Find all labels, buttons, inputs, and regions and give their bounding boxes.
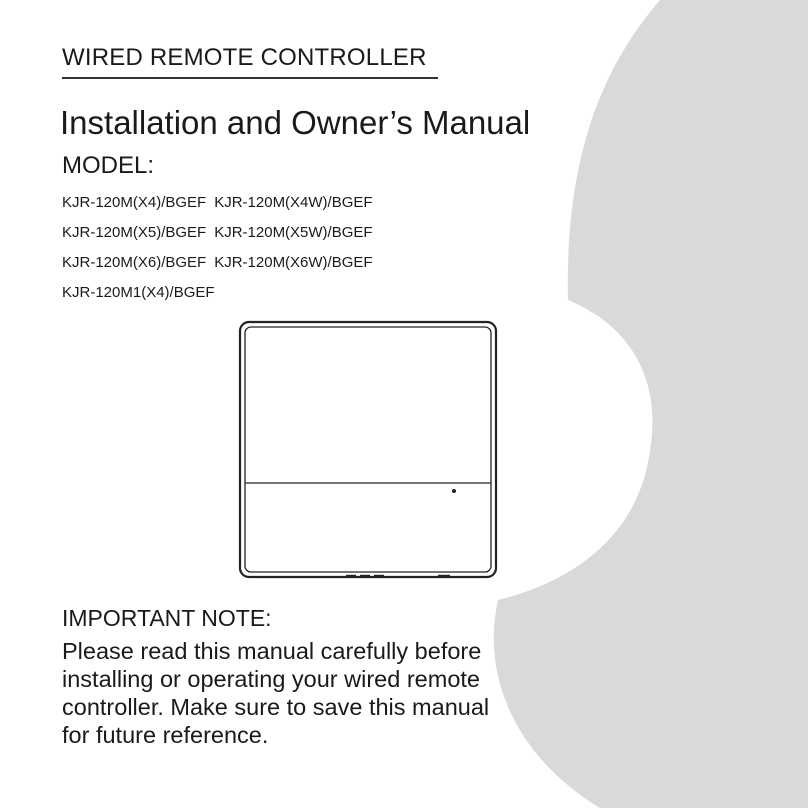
controller-illustration-icon (238, 320, 498, 580)
model-number: KJR-120M(X5W)/BGEF (214, 224, 373, 241)
model-number: KJR-120M(X6)/BGEF (62, 254, 207, 271)
model-number: KJR-120M1(X4)/BGEF (62, 284, 215, 301)
subtitle-underline (62, 77, 438, 79)
model-row (62, 278, 373, 308)
document-title: Installation and Owner’s Manual (60, 104, 531, 141)
model-row (62, 188, 373, 218)
document-subtitle: WIRED REMOTE CONTROLLER (62, 44, 427, 71)
important-note-heading: IMPORTANT NOTE: (62, 605, 272, 631)
model-number: KJR-120M(X4W)/BGEF (214, 194, 373, 211)
model-row (62, 218, 373, 248)
important-note-text: Please read this manual carefully before installing or operating your wired remote controller. Make sure to save this manual for future reference. (62, 638, 490, 748)
model-number: KJR-120M(X4)/BGEF (62, 194, 207, 211)
model-row (62, 248, 373, 278)
model-heading: MODEL: (62, 152, 155, 179)
model-list (62, 188, 373, 308)
model-number: KJR-120M(X5)/BGEF (62, 224, 207, 241)
model-number: KJR-120M(X6W)/BGEF (214, 254, 373, 271)
